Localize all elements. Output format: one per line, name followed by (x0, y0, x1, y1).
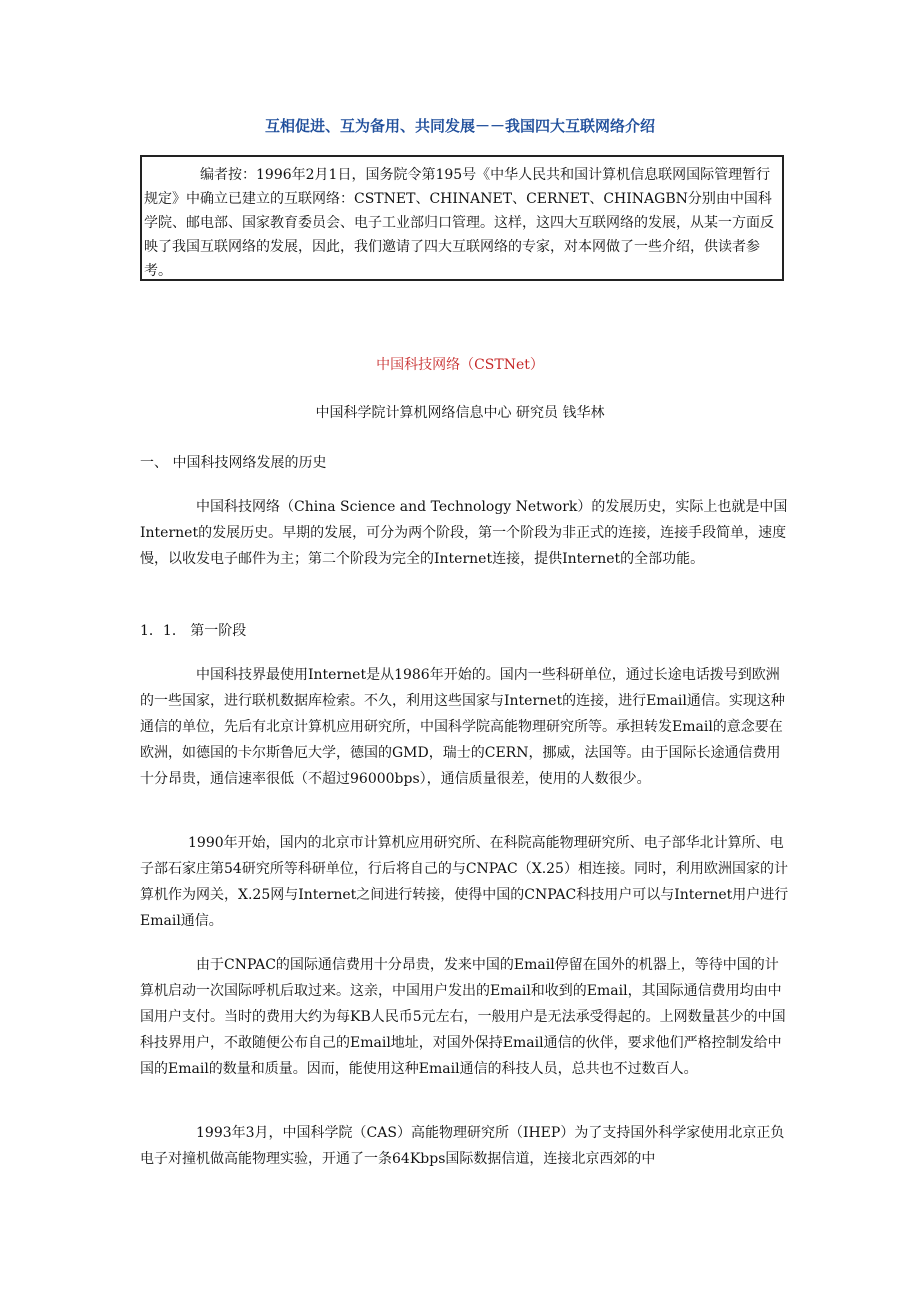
author-line: 中国科学院计算机网络信息中心 研究员 钱华林 (315, 405, 605, 421)
paragraph-1990: 1990年开始，国内的北京市计算机应用研究所、在科院高能物理研究所、电子部华北计算所、电子部石家庄第54研究所等科研单位，行后将自己的与CNPAC（X.25）相连接。同时，利用欧洲国家的计算机作为网关，X.25网与Internet之间进行转接，使得中国的CNPAC科技用户可以与Internet用户进行Email通信。 (140, 835, 789, 929)
heading-history: 一、 中国科技网络发展的历史 (140, 455, 327, 471)
heading-stage-one: 1．1． 第一阶段 (140, 623, 247, 639)
document-title: 互相促进、互为备用、共同发展－－我国四大互联网络介绍 (264, 117, 655, 135)
paragraph-1993: 1993年3月，中国科学院（CAS）高能物理研究所（IHEP）为了支持国外科学家使用北京正负电子对撞机做高能物理实验，开通了一条64Kbps国际数据信道，连接北京西郊的中 (140, 1125, 785, 1167)
paragraph-history-intro: 中国科技网络（China Science and Technology Network）的发展历史，实际上也就是中国Internet的发展历史。早期的发展，可分为两个阶段，第一个阶段为非正式的连接，连接手段简单，速度慢，以收发电子邮件为主；第二个阶段为完全的Internet连接，提供Internet的全部功能。 (140, 499, 788, 567)
paragraph-stage-one: 中国科技界最使用Internet是从1986年开始的。国内一些科研单位，通过长途电话拨号到欧洲的一些国家，进行联机数据库检索。不久，利用这些国家与Internet的连接，进行Email通信。实现这种通信的单位，先后有北京计算机应用研究所，中国科学院高能物理研究所等。承担转发Email的意念要在欧洲，如德国的卡尔斯鲁厄大学，德国的GMD，瑞士的CERN，挪威，法国等。由于国际长途通信费用十分昂贵，通信速率很低（不超过96000bps），通信质量很差，使用的人数很少。 (140, 667, 785, 787)
section-title: 中国科技网络（CSTNet） (376, 357, 544, 373)
editor-note-box: 编者按：1996年2月1日，国务院令第195号《中华人民共和国计算机信息联网国际管理暂行规定》中确立已建立的互联网络：CSTNET、CHINANET、CERNET、CHINAGBN分别由中国科学院、邮电部、国家教育委员会、电子工业部归口管理。这样，这四大互联网络的发展，从某一方面反映了我国互联网络的发展，因此，我们邀请了四大互联网络的专家，对本网做了一些介绍，供读者参考。 (140, 155, 784, 281)
paragraph-cnpac-cost: 由于CNPAC的国际通信费用十分昂贵，发来中国的Email停留在国外的机器上，等待中国的计算机启动一次国际呼机后取过来。这亲，中国用户发出的Email和收到的Email，其国际通信费用均由中国用户支付。当时的费用大约为每KB人民币5元左右，一般用户是无法承受得起的。上网数量甚少的中国科技界用户，不敢随便公布自己的Email地址，对国外保持Email通信的伙伴，要求他们严格控制发给中国的Email的数量和质量。因而，能使用这种Email通信的科技人员，总共也不过数百人。 (140, 957, 786, 1077)
